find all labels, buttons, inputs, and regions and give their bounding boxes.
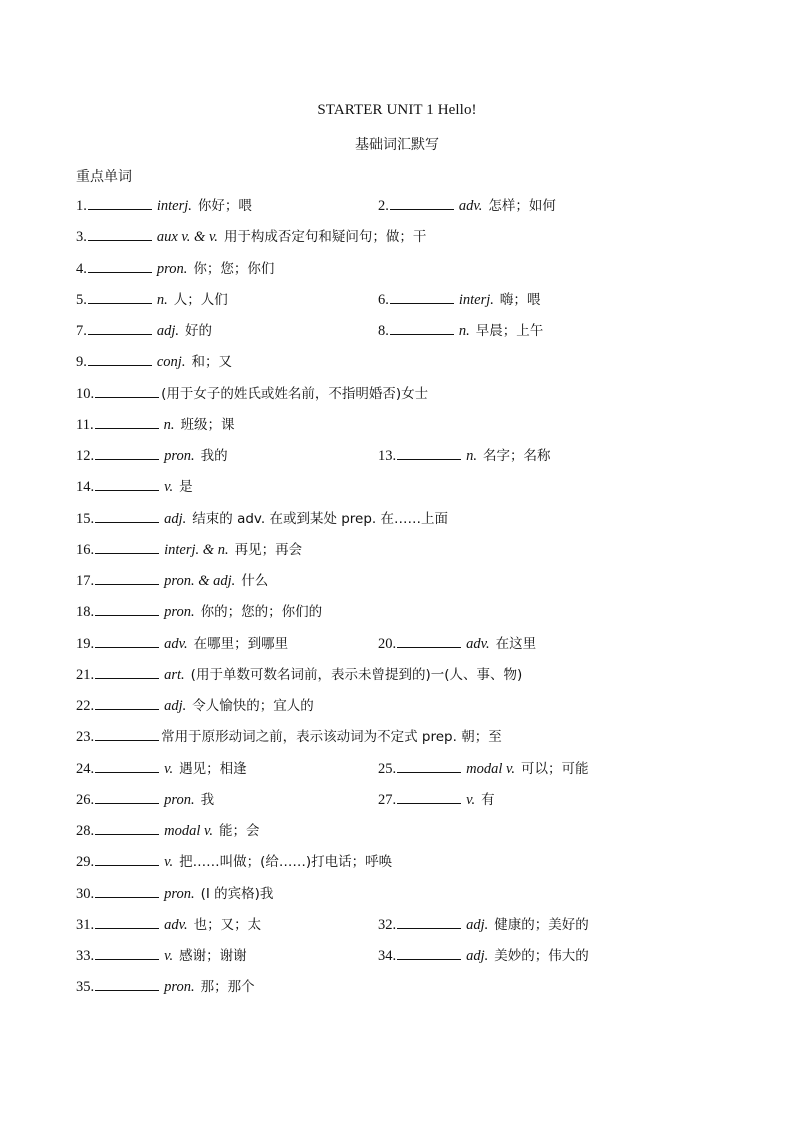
- meaning: 也；又；太: [193, 916, 262, 933]
- answer-blank[interactable]: [88, 289, 152, 304]
- meaning: (I 的宾格)我: [200, 885, 274, 902]
- answer-blank[interactable]: [95, 664, 159, 679]
- vocab-row: [76, 226, 776, 257]
- meaning: (用于女子的姓氏或姓名前，不指明婚否)女士: [161, 385, 429, 402]
- part-of-speech: adv.: [164, 635, 188, 652]
- vocab-item: [378, 758, 589, 780]
- vocab-row: [76, 726, 776, 757]
- meaning: 名字；名称: [483, 448, 551, 464]
- item-number: 27.: [378, 791, 397, 808]
- item-number: 13.: [378, 448, 397, 464]
- answer-blank[interactable]: [95, 976, 159, 991]
- item-number: 29.: [76, 854, 95, 871]
- vocab-row: [76, 539, 776, 570]
- part-of-speech: adj.: [164, 510, 187, 527]
- meaning: 结束的 adv. 在或到某处 prep. 在……上面: [192, 510, 449, 527]
- answer-blank[interactable]: [397, 758, 461, 773]
- item-number: 6.: [378, 291, 389, 308]
- vocab-row: [76, 320, 776, 351]
- item-number: 22.: [76, 698, 95, 714]
- item-number: 34.: [378, 948, 397, 964]
- meaning: 嗨；喂: [499, 291, 541, 308]
- item-number: 16.: [76, 541, 95, 558]
- page-title: STARTER UNIT 1 Hello!: [317, 102, 477, 118]
- vocab-row: [76, 914, 776, 945]
- vocab-row: [76, 570, 776, 601]
- item-number: 9.: [76, 354, 87, 371]
- vocab-row: [76, 414, 776, 445]
- vocab-row: [76, 789, 776, 820]
- item-number: 10.: [76, 385, 95, 402]
- vocab-row: [76, 195, 776, 226]
- vocab-row: [76, 601, 776, 632]
- item-number: 21.: [76, 666, 95, 683]
- meaning: 人；人们: [173, 291, 228, 308]
- item-number: 2.: [378, 198, 389, 214]
- item-number: 18.: [76, 604, 95, 621]
- item-number: 25.: [378, 760, 397, 777]
- answer-blank[interactable]: [88, 320, 152, 335]
- answer-blank[interactable]: [88, 351, 152, 366]
- answer-blank[interactable]: [397, 945, 461, 960]
- meaning: 可以；可能: [521, 760, 589, 777]
- item-number: 32.: [378, 916, 397, 933]
- vocab-row: [76, 820, 776, 851]
- meaning: 你的；您的；你们的: [200, 604, 323, 621]
- vocab-item: [76, 414, 234, 436]
- vocab-item: [378, 289, 540, 311]
- answer-blank[interactable]: [390, 320, 454, 335]
- vocab-row: [76, 883, 776, 914]
- part-of-speech: n.: [466, 448, 477, 464]
- meaning: 遇见；相逢: [179, 760, 247, 777]
- part-of-speech: modal v.: [466, 760, 515, 777]
- answer-blank[interactable]: [95, 758, 159, 773]
- item-number: 11.: [76, 416, 94, 433]
- answer-blank[interactable]: [95, 476, 159, 491]
- section-heading: 重点单词: [76, 169, 132, 185]
- vocab-row: [76, 508, 776, 539]
- meaning: 能；会: [219, 823, 260, 839]
- part-of-speech: adj.: [156, 323, 180, 339]
- item-number: 20.: [378, 635, 397, 652]
- item-number: 17.: [76, 573, 95, 589]
- answer-blank[interactable]: [397, 914, 461, 929]
- item-number: 14.: [76, 479, 95, 496]
- meaning: 用于构成否定句和疑问句；做；干: [223, 229, 427, 246]
- part-of-speech: pron.: [164, 979, 195, 996]
- meaning: 好的: [185, 323, 213, 339]
- part-of-speech: pron.: [156, 260, 188, 277]
- vocab-row: [76, 383, 776, 414]
- answer-blank[interactable]: [397, 633, 461, 648]
- answer-blank[interactable]: [88, 258, 152, 273]
- meaning: 在哪里；到哪里: [193, 635, 289, 652]
- item-number: 33.: [76, 948, 95, 964]
- vocab-list: [76, 195, 776, 1008]
- answer-blank[interactable]: [95, 945, 159, 960]
- part-of-speech: v.: [164, 760, 174, 777]
- answer-blank[interactable]: [95, 914, 159, 929]
- meaning: 我: [200, 791, 215, 808]
- answer-blank[interactable]: [390, 289, 454, 304]
- item-number: 28.: [76, 823, 95, 839]
- vocab-row: [76, 258, 776, 289]
- part-of-speech: interj.: [458, 291, 494, 308]
- vocab-item: [378, 445, 551, 467]
- answer-blank[interactable]: [95, 414, 159, 429]
- item-number: 5.: [76, 291, 87, 308]
- meaning: 那；那个: [200, 979, 255, 996]
- answer-blank[interactable]: [95, 601, 159, 616]
- answer-blank[interactable]: [95, 883, 159, 898]
- part-of-speech: adv.: [164, 916, 188, 933]
- vocab-row: [76, 351, 776, 382]
- part-of-speech: pron.: [164, 791, 195, 808]
- vocab-item: [76, 726, 502, 748]
- answer-blank[interactable]: [95, 820, 159, 835]
- meaning: 和；又: [191, 354, 232, 371]
- meaning: (用于单数可数名词前，表示未曾提到的)一(人、事、物): [190, 666, 523, 683]
- vocab-row: [76, 633, 776, 664]
- vocab-item: [378, 789, 495, 811]
- part-of-speech: v.: [164, 479, 174, 496]
- item-number: 15.: [76, 510, 95, 527]
- vocab-row: [76, 851, 776, 882]
- meaning: 再见；再会: [234, 541, 303, 558]
- item-number: 26.: [76, 791, 95, 808]
- vocab-item: [76, 383, 428, 405]
- part-of-speech: pron.: [164, 448, 195, 464]
- part-of-speech: adj.: [466, 948, 489, 964]
- vocab-row: [76, 695, 776, 726]
- item-number: 23.: [76, 729, 95, 746]
- meaning: 常用于原形动词之前，表示该动词为不定式 prep. 朝；至: [161, 729, 502, 746]
- answer-blank[interactable]: [95, 851, 159, 866]
- vocab-item: [76, 351, 232, 373]
- answer-blank[interactable]: [95, 508, 159, 523]
- part-of-speech: adv.: [466, 635, 490, 652]
- part-of-speech: pron.: [164, 885, 195, 902]
- meaning: 班级；课: [180, 416, 235, 433]
- vocab-item: [76, 601, 322, 623]
- answer-blank[interactable]: [95, 445, 159, 460]
- item-number: 8.: [378, 323, 389, 339]
- vocab-row: [76, 758, 776, 789]
- vocab-item: [76, 195, 252, 217]
- vocab-item: [76, 258, 274, 280]
- part-of-speech: adj.: [164, 698, 187, 714]
- item-number: 24.: [76, 760, 95, 777]
- part-of-speech: adj.: [466, 916, 489, 933]
- answer-blank[interactable]: [95, 570, 159, 585]
- vocab-row: [76, 664, 776, 695]
- meaning: 健康的；美好的: [494, 916, 589, 933]
- vocab-item: [76, 320, 212, 342]
- vocab-row: [76, 445, 776, 476]
- part-of-speech: n.: [163, 416, 175, 433]
- meaning: 是: [179, 479, 193, 496]
- part-of-speech: modal v.: [164, 823, 213, 839]
- part-of-speech: adv.: [458, 198, 483, 214]
- vocab-item: [76, 226, 426, 248]
- vocab-item: [76, 820, 260, 842]
- answer-blank[interactable]: [95, 695, 159, 710]
- vocab-item: [378, 633, 536, 655]
- vocab-item: [378, 945, 589, 967]
- vocab-item: [76, 976, 255, 998]
- part-of-speech: art.: [164, 666, 185, 683]
- meaning: 我的: [200, 448, 228, 464]
- meaning: 把……叫做；(给……)打电话；呼唤: [179, 854, 393, 871]
- meaning: 令人愉快的；宜人的: [192, 698, 314, 714]
- vocab-item: [76, 945, 247, 967]
- answer-blank[interactable]: [397, 789, 461, 804]
- vocab-item: [378, 195, 556, 217]
- meaning: 你；您；你们: [193, 260, 275, 277]
- vocab-item: [76, 851, 392, 873]
- answer-blank[interactable]: [88, 226, 152, 241]
- answer-blank[interactable]: [95, 789, 159, 804]
- meaning: 怎样；如何: [488, 198, 556, 214]
- item-number: 7.: [76, 323, 87, 339]
- vocab-item: [76, 508, 448, 530]
- vocab-item: [76, 789, 214, 811]
- meaning: 你好；喂: [197, 198, 252, 214]
- vocab-item: [378, 914, 589, 936]
- answer-blank[interactable]: [95, 383, 159, 398]
- answer-blank[interactable]: [390, 195, 454, 210]
- answer-blank[interactable]: [95, 726, 159, 741]
- vocab-item: [76, 570, 268, 592]
- vocab-row: [76, 976, 776, 1007]
- item-number: 1.: [76, 198, 87, 214]
- part-of-speech: v.: [466, 791, 476, 808]
- vocab-item: [76, 289, 228, 311]
- vocab-item: [76, 758, 247, 780]
- part-of-speech: n.: [156, 291, 168, 308]
- meaning: 什么: [241, 573, 269, 589]
- vocab-item: [378, 320, 543, 342]
- meaning: 早晨；上午: [475, 323, 544, 339]
- part-of-speech: pron. & adj.: [164, 573, 236, 589]
- vocab-row: [76, 476, 776, 507]
- part-of-speech: n.: [458, 323, 470, 339]
- vocab-item: [76, 539, 302, 561]
- vocab-item: [76, 445, 228, 467]
- meaning: 感谢；谢谢: [179, 948, 247, 964]
- vocab-item: [76, 914, 261, 936]
- vocab-row: [76, 945, 776, 976]
- item-number: 31.: [76, 916, 95, 933]
- part-of-speech: aux v. & v.: [156, 229, 218, 246]
- vocab-row: [76, 289, 776, 320]
- vocab-item: [76, 664, 522, 686]
- meaning: 有: [481, 791, 495, 808]
- item-number: 4.: [76, 260, 87, 277]
- page-subtitle: 基础词汇默写: [355, 137, 439, 153]
- answer-blank[interactable]: [95, 539, 159, 554]
- meaning: 美妙的；伟大的: [494, 948, 589, 964]
- vocab-item: [76, 633, 288, 655]
- item-number: 19.: [76, 635, 95, 652]
- vocab-item: [76, 695, 314, 717]
- item-number: 12.: [76, 448, 95, 464]
- item-number: 35.: [76, 979, 95, 996]
- vocab-item: [76, 476, 193, 498]
- meaning: 在这里: [495, 635, 537, 652]
- part-of-speech: interj.: [156, 198, 192, 214]
- part-of-speech: v.: [164, 948, 174, 964]
- part-of-speech: v.: [164, 854, 174, 871]
- item-number: 30.: [76, 885, 95, 902]
- answer-blank[interactable]: [397, 445, 461, 460]
- vocab-item: [76, 883, 273, 905]
- item-number: 3.: [76, 229, 87, 246]
- answer-blank[interactable]: [95, 633, 159, 648]
- part-of-speech: pron.: [164, 604, 195, 621]
- answer-blank[interactable]: [88, 195, 152, 210]
- part-of-speech: conj.: [156, 354, 186, 371]
- part-of-speech: interj. & n.: [164, 541, 229, 558]
